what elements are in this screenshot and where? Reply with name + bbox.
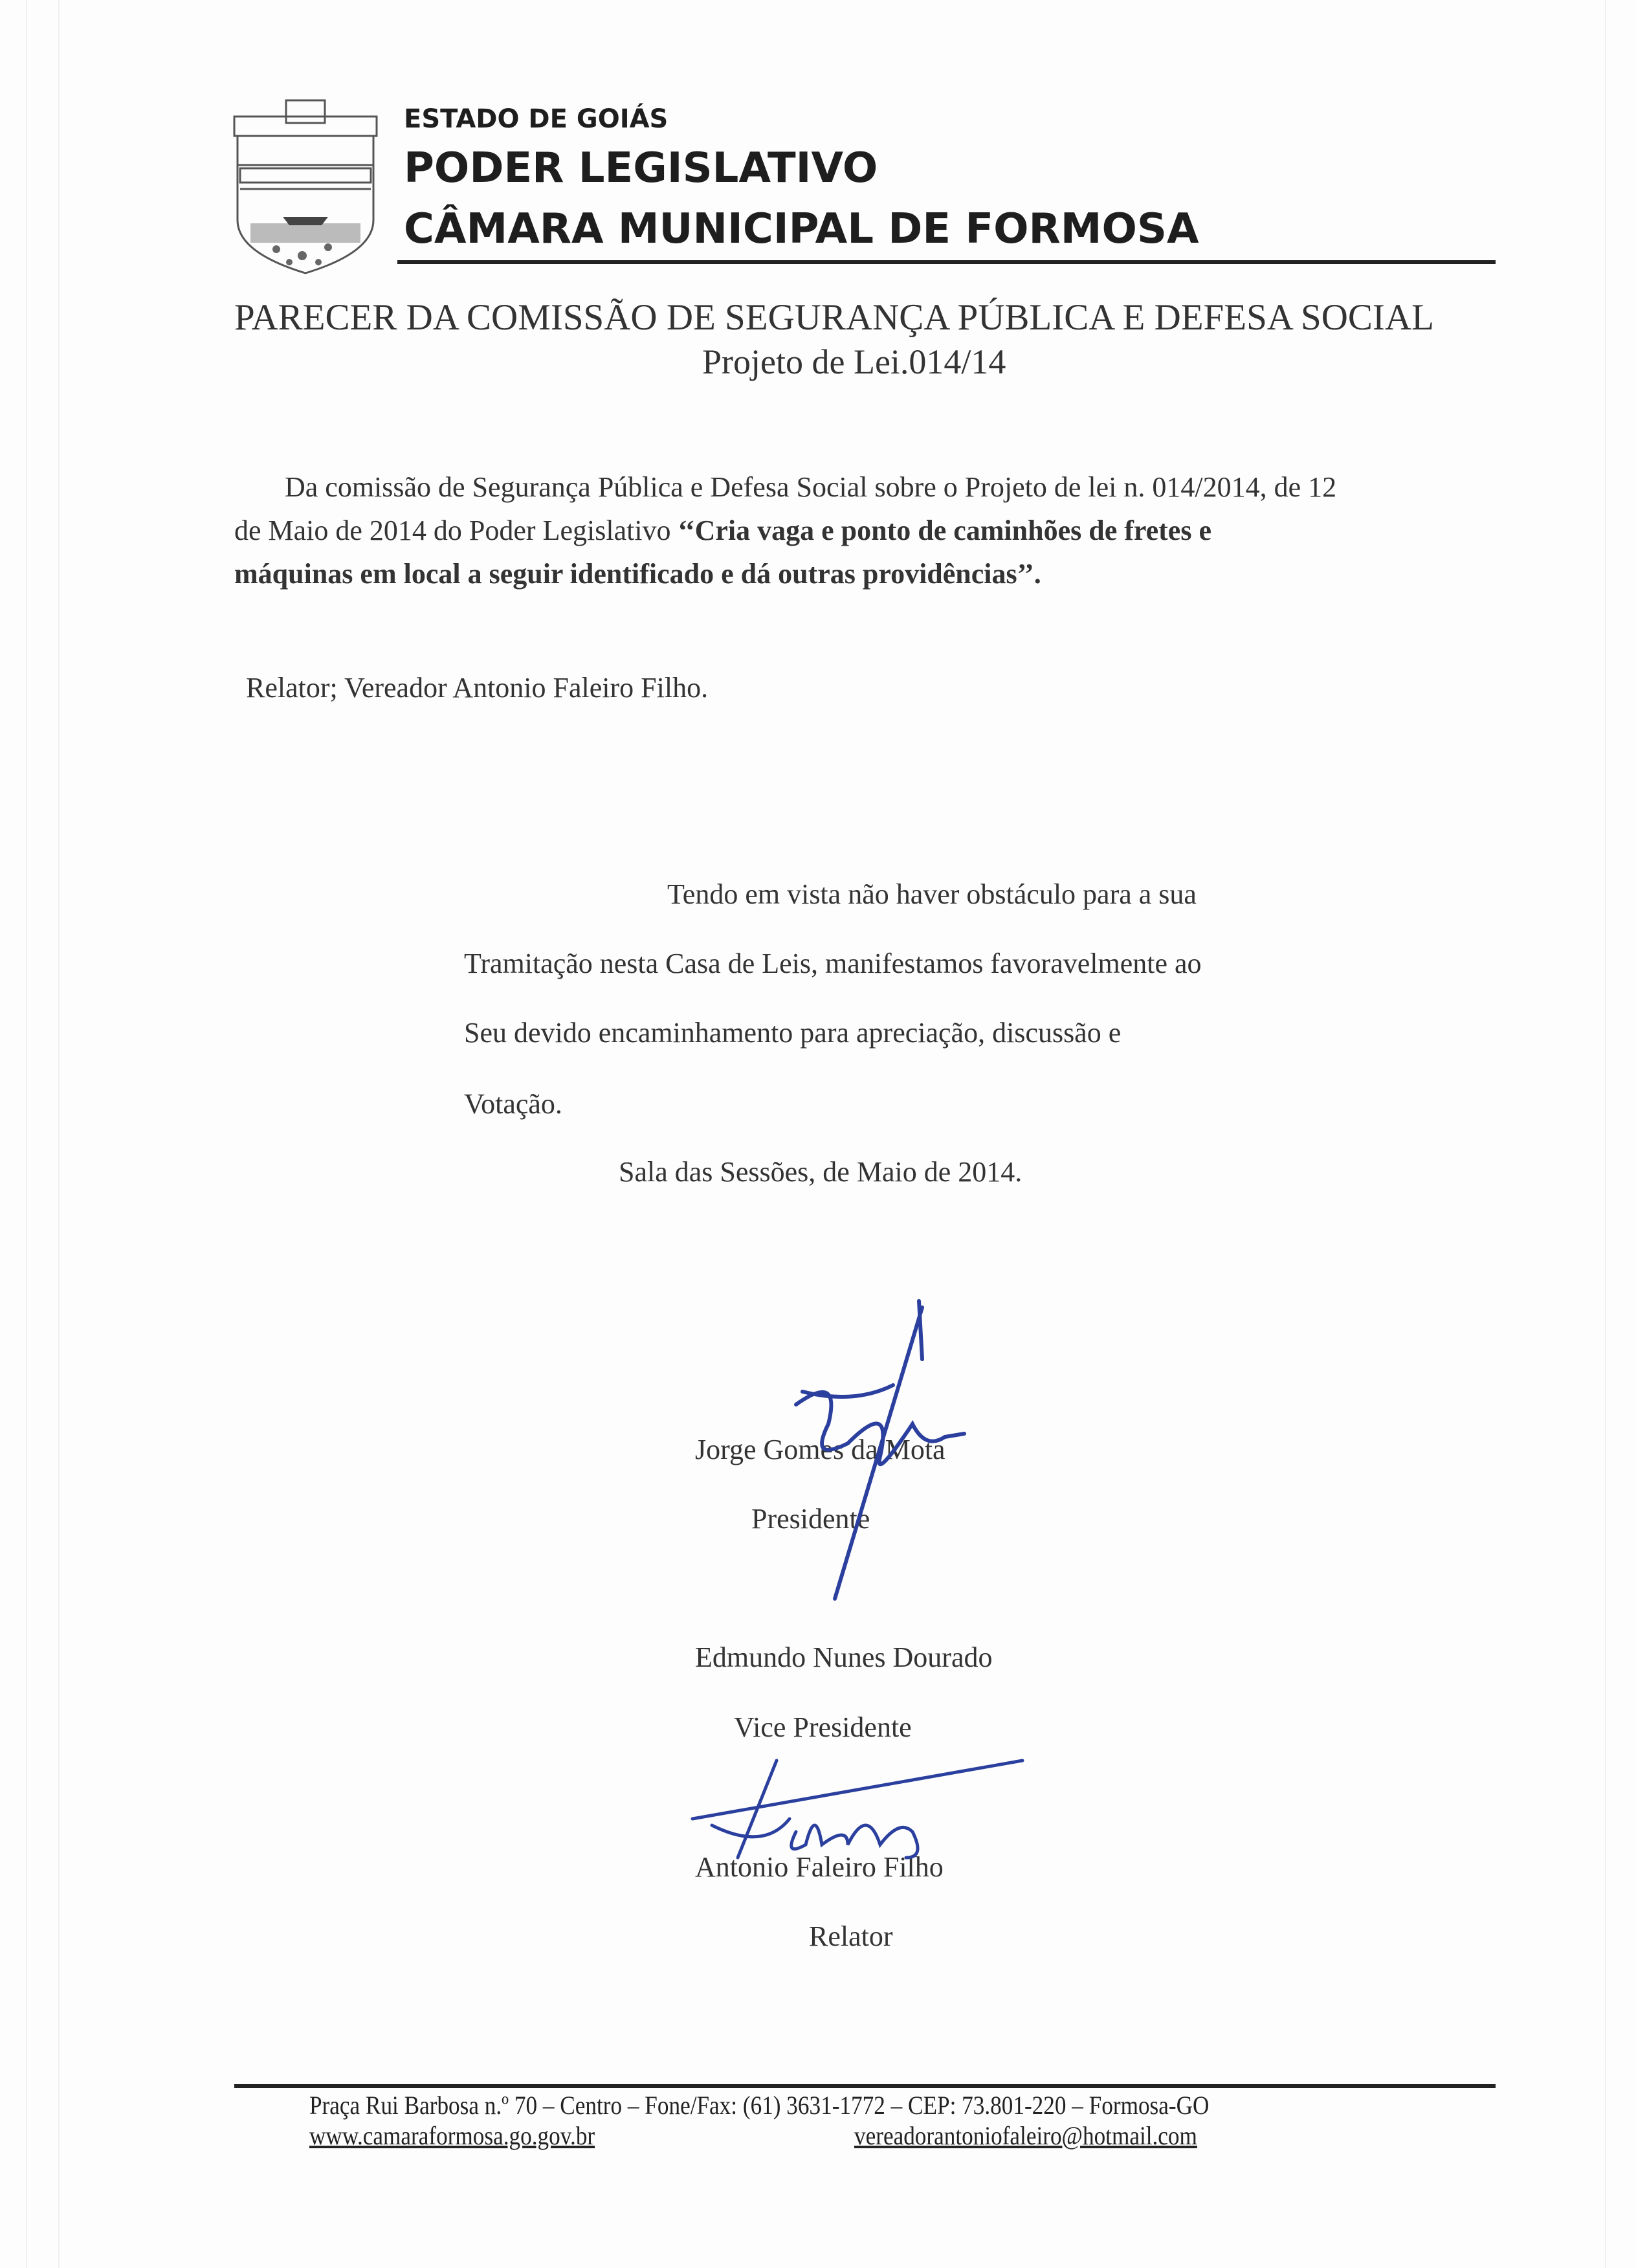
- intro-line-1: Da comissão de Segurança Pública e Defesa Social sobre o Projeto de lei n. 014/2014, de 12: [285, 471, 1337, 503]
- state-name: ESTADO DE GOIÁS: [404, 104, 669, 134]
- chamber-title: CÂMARA MUNICIPAL DE FORMOSA: [404, 205, 1199, 253]
- scan-artifact: [1605, 0, 1606, 2268]
- footer-divider: [234, 2084, 1496, 2088]
- bill-summary-part-1: ‘‘Cria vaga e ponto de caminhões de fretes e: [678, 515, 1211, 546]
- place-and-date: Sala das Sessões, de Maio de 2014.: [619, 1156, 1022, 1188]
- opinion-line-4: Votação.: [464, 1088, 562, 1120]
- document-subtitle: Projeto de Lei.014/14: [702, 342, 1006, 381]
- scan-artifact: [26, 0, 27, 2268]
- signatory-role: Presidente: [751, 1503, 870, 1535]
- scan-artifact: [58, 0, 60, 2268]
- footer-website-link[interactable]: www.camaraformosa.go.gov.br: [309, 2121, 595, 2150]
- signatory-role: Vice Presidente: [734, 1711, 912, 1743]
- signature-relator: [686, 1748, 1035, 1864]
- coat-of-arms-logo: [231, 97, 380, 275]
- opinion-line-1: Tendo em vista não haver obstáculo para a sua: [667, 878, 1197, 910]
- signature-president: [764, 1295, 971, 1612]
- legislative-power-title: PODER LEGISLATIVO: [404, 144, 878, 192]
- bill-summary-part-2: máquinas em local a seguir identificado e dá outras providências’’.: [234, 558, 1041, 590]
- signatory-name: Jorge Gomes da Mota: [695, 1434, 945, 1465]
- footer-email-link[interactable]: vereadorantoniofaleiro@hotmail.com: [854, 2121, 1197, 2150]
- signatory-name: Edmundo Nunes Dourado: [695, 1641, 993, 1673]
- intro-line-2-plain: de Maio de 2014 do Poder Legislativo: [234, 515, 678, 546]
- document-title: PARECER DA COMISSÃO DE SEGURANÇA PÚBLICA E DEFESA SOCIAL: [234, 297, 1434, 338]
- signatory-role: Relator: [809, 1920, 893, 1952]
- intro-line-2: [234, 517, 1211, 545]
- footer-address: Praça Rui Barbosa n.º 70 – Centro – Fone/Fax: (61) 3631-1772 – CEP: 73.801-220 – Formosa-GO: [309, 2091, 1210, 2120]
- opinion-line-2: Tramitação nesta Casa de Leis, manifestamos favoravelmente ao: [464, 948, 1202, 979]
- relator-line: Relator; Vereador Antonio Faleiro Filho.: [246, 672, 709, 704]
- signatory-name: Antonio Faleiro Filho: [695, 1851, 944, 1883]
- header-divider: [397, 260, 1496, 264]
- opinion-line-3: Seu devido encaminhamento para apreciação, discussão e: [464, 1017, 1122, 1049]
